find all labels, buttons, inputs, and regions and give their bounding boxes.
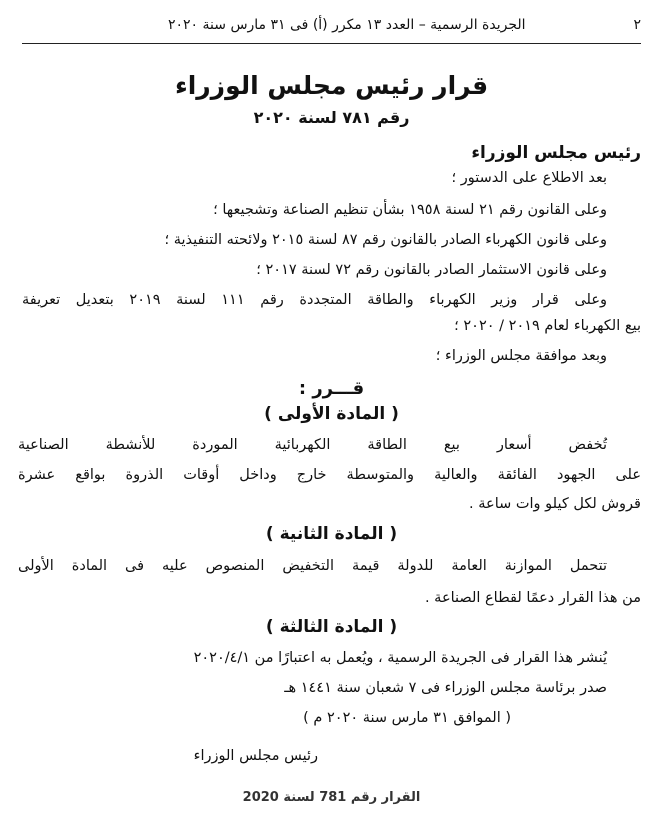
header-divider bbox=[22, 43, 641, 44]
preamble-line: وعلى قانون الكهرباء الصادر بالقانون رقم ٨٧ لسنة ٢٠١٥ ولائحته التنفيذية ؛ bbox=[164, 232, 607, 248]
signature: رئيس مجلس الوزراء bbox=[193, 748, 318, 764]
article-3-heading: ( المادة الثالثة ) bbox=[265, 617, 398, 637]
article-2-heading: ( المادة الثانية ) bbox=[265, 524, 398, 544]
article-3-line: صدر برئاسة مجلس الوزراء فى ٧ شعبان سنة ١٤٤١ هـ bbox=[284, 680, 607, 696]
decree-title: قرار رئيس مجلس الوزراء bbox=[174, 71, 489, 100]
decided-label: قـــرر : bbox=[298, 378, 365, 399]
article-1-line: على الجهود الفائقة والعالية والمتوسطة خارج وداخل أوقات الذروة بواقع عشرة bbox=[18, 467, 641, 483]
article-2-line: تتحمل الموازنة العامة للدولة قيمة التخفيض المنصوص عليه فى المادة الأولى bbox=[18, 558, 607, 574]
preamble-line: بيع الكهرباء لعام ٢٠١٩ / ٢٠٢٠ ؛ bbox=[454, 318, 641, 334]
page-number: ٢ bbox=[633, 17, 641, 33]
preamble-line: وعلى قانون الاستثمار الصادر بالقانون رقم ٧٢ لسنة ٢٠١٧ ؛ bbox=[256, 262, 607, 278]
article-1-heading: ( المادة الأولى ) bbox=[264, 404, 399, 424]
running-header-text: الجريدة الرسمية – العدد ١٣ مكرر (أ) فى ٣١ مارس سنة ٢٠٢٠ bbox=[168, 17, 526, 33]
footer-caption: القرار رقم 781 لسنة 2020 bbox=[242, 790, 421, 805]
preamble-line: وعلى القانون رقم ٢١ لسنة ١٩٥٨ بشأن تنظيم الصناعة وتشجيعها ؛ bbox=[213, 202, 607, 218]
article-1-line: قروش لكل كيلو وات ساعة . bbox=[469, 496, 641, 512]
running-header bbox=[168, 14, 641, 36]
article-1-line: تُخفض أسعار بيع الطاقة الكهربائية الموردة للأنشطة الصناعية bbox=[18, 437, 607, 453]
preamble-line: وعلى قرار وزير الكهرباء والطاقة المتجددة رقم ١١١ لسنة ٢٠١٩ بتعديل تعريفة bbox=[22, 292, 607, 308]
issuer-heading: رئيس مجلس الوزراء bbox=[471, 143, 641, 163]
article-3-line: يُنشر هذا القرار فى الجريدة الرسمية ، ويُعمل به اعتبارًا من ٢٠٢٠/٤/١ bbox=[193, 650, 607, 666]
article-2-line: من هذا القرار دعمًا لقطاع الصناعة . bbox=[424, 590, 641, 606]
preamble-line: وبعد موافقة مجلس الوزراء ؛ bbox=[435, 348, 607, 364]
decree-number: رقم ٧٨١ لسنة ٢٠٢٠ bbox=[253, 108, 410, 127]
article-3-line: ( الموافق ٣١ مارس سنة ٢٠٢٠ م ) bbox=[303, 710, 511, 726]
preamble-line: بعد الاطلاع على الدستور ؛ bbox=[451, 170, 607, 186]
